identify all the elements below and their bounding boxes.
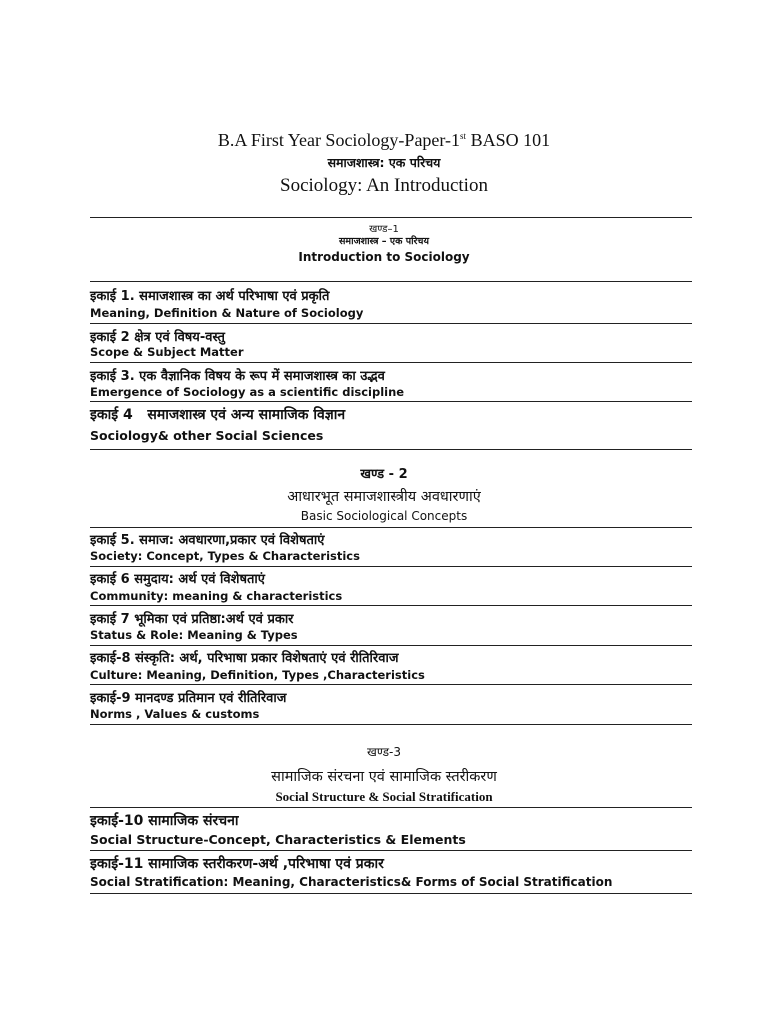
unit-7-number: इकाई 7 (90, 612, 130, 627)
unit-10-number: इकाई-10 (90, 813, 144, 829)
unit-5-number: इकाई 5. (90, 533, 135, 548)
block-3-number: खण्ड-3 (367, 745, 401, 759)
block-1-number: खण्ड–1 (369, 224, 399, 235)
unit-8-english: Culture: Meaning, Definition, Types ,Characteristics (90, 668, 425, 682)
divider (90, 605, 692, 606)
block-2-title-hindi: आधारभूत समाजशास्त्रीय अवधारणाएं (287, 489, 481, 505)
unit-6-english: Community: meaning & characteristics (90, 589, 343, 603)
divider (90, 281, 692, 282)
divider (90, 217, 692, 218)
unit-10-title (90, 811, 239, 830)
divider (90, 645, 692, 646)
divider (90, 527, 692, 528)
block-1-title-hindi: समाजशास्त्र – एक परिचय (339, 236, 429, 247)
unit-1-hindi: समाजशास्त्र का अर्थ परिभाषा एवं प्रकृति (139, 289, 330, 304)
unit-4-title (90, 405, 345, 424)
block-2-title-english: Basic Sociological Concepts (300, 509, 468, 523)
block-3-title-english: Social Structure & Social Stratification (275, 789, 493, 804)
block-1-title-english: Introduction to Sociology (298, 250, 470, 264)
divider (90, 401, 692, 402)
unit-9-number: इकाई-9 (90, 691, 131, 706)
block-3-title-hindi: सामाजिक संरचना एवं सामाजिक स्तरीकरण (271, 769, 497, 785)
unit-7-hindi: भूमिका एवं प्रतिष्ठा:अर्थ एवं प्रकार (134, 612, 294, 627)
unit-7-title (90, 609, 294, 627)
unit-9-title (90, 688, 286, 706)
unit-8-hindi: संस्कृति: अर्थ, परिभाषा प्रकार विशेषताएं एवं रीतिरिवाज (135, 651, 399, 666)
title-prefix: B.A First Year Sociology-Paper-1 (217, 130, 461, 150)
unit-6-title (90, 569, 265, 587)
unit-1-number: इकाई 1. (90, 289, 135, 304)
unit-4-number: इकाई 4 (90, 407, 133, 423)
unit-6-hindi: समुदाय: अर्थ एवं विशेषताएं (134, 572, 265, 587)
divider (90, 807, 692, 808)
unit-11-title (90, 854, 384, 873)
divider (90, 362, 692, 363)
unit-2-title (90, 327, 225, 345)
unit-5-hindi: समाज: अवधारणा,प्रकार एवं विशेषताएं (139, 533, 325, 548)
unit-4-english: Sociology& other Social Sciences (90, 428, 324, 443)
page-title (0, 130, 768, 151)
block-2-number: खण्ड - 2 (360, 467, 408, 482)
divider (90, 566, 692, 567)
unit-8-title (90, 648, 398, 666)
unit-11-number: इकाई-11 (90, 856, 144, 872)
unit-10-hindi: सामाजिक संरचना (148, 813, 239, 829)
unit-8-number: इकाई-8 (90, 651, 131, 666)
unit-4-hindi: समाजशास्त्र एवं अन्य सामाजिक विज्ञान (147, 407, 346, 423)
divider (90, 893, 692, 894)
unit-3-hindi: एक वैज्ञानिक विषय के रूप में समाजशास्त्र का उद्भव (139, 369, 385, 384)
unit-2-english: Scope & Subject Matter (90, 345, 244, 359)
divider (90, 850, 692, 851)
unit-3-number: इकाई 3. (90, 369, 135, 384)
title-suffix: BASO 101 (466, 130, 551, 150)
unit-1-english: Meaning, Definition & Nature of Sociology (90, 306, 364, 320)
divider (90, 724, 692, 725)
unit-9-hindi: मानदण्ड प्रतिमान एवं रीतिरिवाज (135, 691, 287, 706)
unit-2-hindi: क्षेत्र एवं विषय-वस्तु (134, 330, 225, 345)
unit-1-title (90, 286, 329, 304)
unit-9-english: Norms , Values & customs (90, 707, 260, 721)
unit-11-hindi: सामाजिक स्तरीकरण-अर्थ ,परिभाषा एवं प्रकार (148, 856, 384, 872)
unit-11-english: Social Stratification: Meaning, Characteristics& Forms of Social Stratification (90, 875, 613, 889)
divider (90, 684, 692, 685)
unit-7-english: Status & Role: Meaning & Types (90, 628, 298, 642)
subtitle-hindi: समाजशास्त्र: एक परिचय (327, 155, 441, 170)
unit-2-number: इकाई 2 (90, 330, 130, 345)
unit-6-number: इकाई 6 (90, 572, 130, 587)
unit-5-english: Society: Concept, Types & Characteristics (90, 549, 360, 563)
divider (90, 449, 692, 450)
unit-5-title (90, 530, 324, 548)
divider (90, 323, 692, 324)
unit-3-title (90, 366, 385, 384)
unit-10-english: Social Structure-Concept, Characteristics & Elements (90, 832, 466, 847)
title-superscript: st (460, 131, 467, 141)
subtitle-english: Sociology: An Introduction (280, 175, 488, 196)
unit-3-english: Emergence of Sociology as a scientific discipline (90, 385, 405, 399)
